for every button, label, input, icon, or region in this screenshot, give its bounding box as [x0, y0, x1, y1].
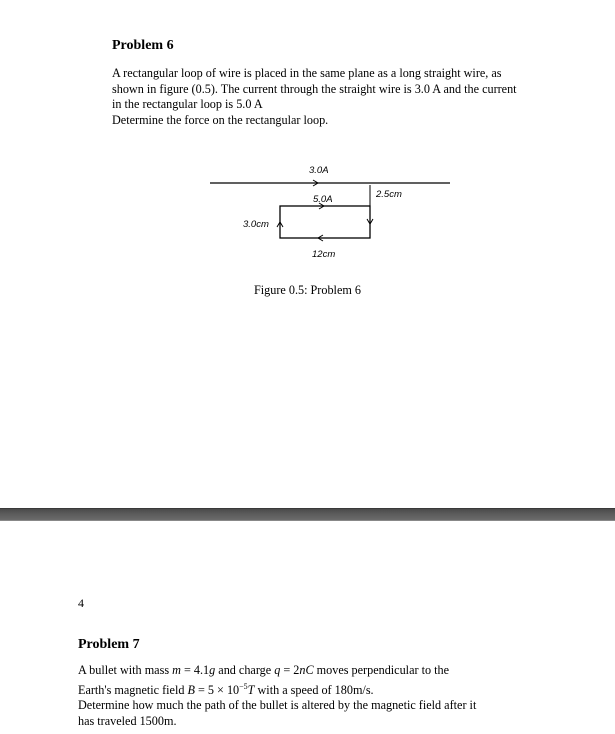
problem-7-text [78, 663, 476, 729]
problem-6-line-1: A rectangular loop of wire is placed in the same plane as a long straight wire, as [112, 66, 502, 80]
problem-7-line-2: Earth's magnetic field $B = 5 \times 10^{-5}T$ with a speed of 180m/s. [78, 681, 374, 697]
problem-6-line-3: in the rectangular loop is 5.0 A [112, 97, 263, 112]
problem-6-figure [0, 0, 615, 280]
page-number: 4 [78, 596, 84, 610]
wire-current-label: 3.0A [309, 165, 329, 176]
page-separator [0, 508, 615, 521]
problem-6-heading: Problem 6 [112, 38, 174, 53]
distance-label: 2.5cm [376, 189, 402, 200]
loop-current-label: 5.0A [313, 194, 333, 205]
problem-7-line-4: has traveled 1500m. [78, 713, 177, 728]
problem-7-line-1: A bullet with mass m = 4.1g and charge q = 2nC moves perpendicular to the [78, 663, 449, 677]
problem-7-line-3: Determine how much the path of the bullet is altered by the magnetic field after it [78, 698, 477, 713]
problem-6-line-2: shown in figure (0.5). The current through the straight wire is 3.0 A and the current [112, 81, 517, 96]
loop-height-label: 3.0cm [243, 219, 269, 230]
rectangular-loop [280, 206, 370, 238]
loop-width-label: 12cm [312, 249, 336, 260]
figure-caption: Figure 0.5: Problem 6 [254, 283, 361, 297]
problem-7-heading: Problem 7 [78, 637, 140, 652]
problem-6-question: Determine the force on the rectangular loop. [112, 112, 329, 127]
